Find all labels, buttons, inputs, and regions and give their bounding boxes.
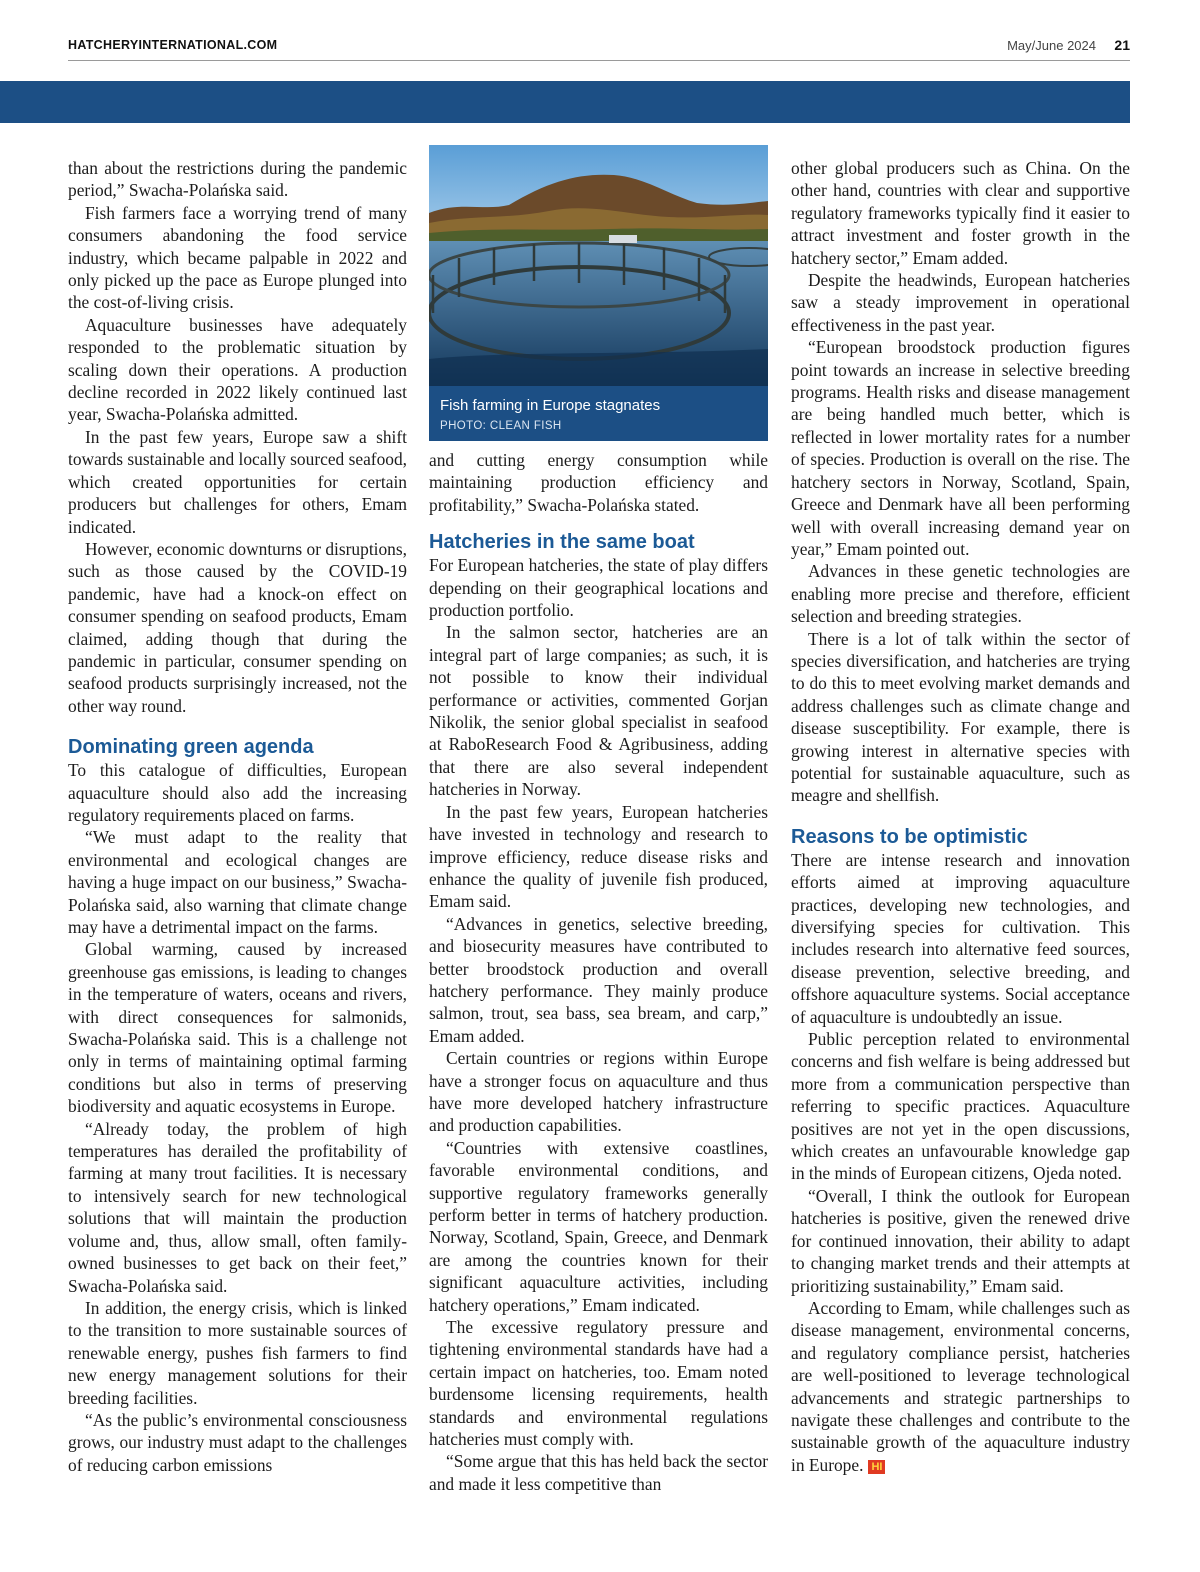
paragraph: In the salmon sector, hatcheries are an integral part of large companies; as such, it is not possible to know their individual performance or activities, commented Gorjan Nikolik, the senior global specialist in seafood at RaboResearch Food & Agribusiness, adding that there are also several independent hatcheries in Norway. — [429, 622, 768, 800]
paragraph: “Countries with extensive coastlines, favorable environmental conditions, and supportive regulatory frameworks generally perform better in terms of hatchery production. Norway, Scotland, Spain, Greece, and Denmark are among the countries known for their significant aquaculture activities, including hatchery operations,” Emam indicated. — [429, 1137, 768, 1315]
paragraph: Global warming, caused by increased greenhouse gas emissions, is leading to changes in the temperature of waters, oceans and rivers, with direct consequences for salmonids, Swacha-Polańska said. This is a challenge not only in terms of maintaining optimal farming conditions but also in terms of preserving biodiversity and aquatic ecosystems in Europe. — [68, 939, 407, 1117]
subheading-green-agenda: Dominating green agenda — [68, 736, 314, 759]
issue-date: May/June 2024 — [1007, 38, 1096, 53]
paragraph: “As the public’s environmental consciousness grows, our industry must adapt to the challenges of reducing carbon emissions — [68, 1409, 407, 1475]
paragraph: “Advances in genetics, selective breeding, and biosecurity measures have contributed to better broodstock production and overall hatchery performance. They mainly produce salmon, trout, sea bass, sea bream, and carp,” Emam added. — [429, 913, 768, 1046]
header-color-band — [0, 81, 1130, 123]
page-number: 21 — [1114, 37, 1130, 53]
paragraph: Advances in these genetic technologies are enabling more precise and therefore, efficient selection and breeding strategies. — [791, 561, 1130, 627]
subheading-optimistic: Reasons to be optimistic — [791, 825, 1028, 848]
article-figure — [429, 145, 768, 441]
paragraph: There are intense research and innovation efforts aimed at improving aquaculture practices, developing new technologies, and diversifying species for cultivation. This includes research into alternative feed sources, disease prevention, selective breeding, and offshore aquaculture systems. Social acceptance of aquaculture is undoubtedly an issue. — [791, 849, 1130, 1027]
paragraph: In the past few years, European hatcheries have invested in technology and research to improve efficiency, reduce disease risks and enhance the quality of juvenile fish produced, Emam said. — [429, 801, 768, 912]
paragraph: “Already today, the problem of high temperatures has derailed the profitability of farming at many trout facilities. It is necessary to intensively search for new technological solutions that will maintain the production volume and, thus, allow small, often family-owned businesses to get back on their feet,” Swacha-Polańska said. — [68, 1118, 407, 1296]
photo-credit: PHOTO: CLEAN FISH — [440, 420, 562, 432]
paragraph: The excessive regulatory pressure and tightening environmental standards have had a certain impact on hatcheries, too. Emam noted burdensome licensing requirements, health standards and environmental regulations hatcheries must comply with. — [429, 1317, 768, 1450]
paragraph: and cutting energy consumption while maintaining production efficiency and profitability,” Swacha-Polańska stated. — [429, 450, 768, 515]
end-of-article-mark: HI — [868, 1460, 885, 1474]
article-column-3 — [791, 157, 1130, 1476]
paragraph: “We must adapt to the reality that environmental and ecological changes are having a huge impact on our business,” Swacha-Polańska said, also warning that climate change may have a detrimental impact on the farms. — [68, 827, 407, 937]
paragraph: “European broodstock production figures point towards an increase in selective breeding programs. Health risks and disease management are being handled much better, which is reflected in lower mortality rates for a number of species. Production is overall on the rise. The hatchery sectors in Norway, Scotland, Spain, Greece and Denmark have all been performing well with overall increasing demand year on year,” Emam pointed out. — [791, 337, 1130, 559]
caption-title: Fish farming in Europe stagnates — [440, 397, 661, 414]
subheading-same-boat: Hatcheries in the same boat — [429, 531, 695, 554]
paragraph: There is a lot of talk within the sector of species diversification, and hatcheries are trying to do this to meet evolving market demands and address challenges such as climate change and disease susceptibility. For example, there is growing interest in alternative species with potential for sustainable aquaculture, such as meagre and shellfish. — [791, 628, 1130, 806]
page-header — [68, 38, 1130, 61]
paragraph: “Some argue that this has held back the sector and made it less competitive than — [429, 1451, 768, 1494]
paragraph: For European hatcheries, the state of play differs depending on their geographical locations and production portfolio. — [429, 555, 768, 621]
paragraph: Fish farmers face a worrying trend of many consumers abandoning the food service industry, which became palpable in 2022 and only picked up the pace as Europe plunged into the cost-of-living crisis. — [68, 202, 407, 313]
figure-caption — [429, 386, 768, 441]
paragraph: Despite the headwinds, European hatcheries saw a steady improvement in operational effectiveness in the past year. — [791, 270, 1130, 335]
paragraph: than about the restrictions during the pandemic period,” Swacha-Polańska said. — [68, 158, 407, 201]
fish-farm-photo — [429, 145, 768, 386]
paragraph: Aquaculture businesses have adequately responded to the problematic situation by scaling down their operations. A production decline recorded in 2022 likely continued last year, Swacha-Polańska admitted. — [68, 314, 407, 425]
paragraph: other global producers such as China. On the other hand, countries with clear and supportive regulatory frameworks typically find it easier to attract investment and foster growth in the hatchery sector,” Emam added. — [791, 158, 1130, 268]
article-column-2 — [429, 449, 768, 1495]
paragraph-final — [791, 1297, 1130, 1476]
article-column-1 — [68, 157, 407, 1476]
final-paragraph-text: According to Emam, while challenges such as disease management, environmental concerns, and regulatory compliance persist, hatcheries are well-positioned to leverage technological advancements and strategic partnerships to navigate these challenges and contribute to the sustainable growth of the aquaculture industry in Europe. — [791, 1297, 1130, 1475]
paragraph: In the past few years, Europe saw a shift towards sustainable and locally sourced seafood, which created opportunities for certain producers but challenges for others, Emam indicated. — [68, 426, 408, 537]
paragraph: In addition, the energy crisis, which is linked to the transition to more sustainable sources of renewable energy, pushes fish farmers to find new energy management solutions for their breeding facilities. — [68, 1297, 407, 1408]
site-name: HATCHERYINTERNATIONAL.COM — [68, 38, 278, 52]
paragraph: Certain countries or regions within Europe have a stronger focus on aquaculture and thus have more developed hatchery infrastructure and production capabilities. — [429, 1048, 768, 1136]
paragraph: Public perception related to environmental concerns and fish welfare is being addressed but more from a communication perspective than referring to specific practices. Aquaculture positives are not yet in the open discussions, which creates an unfavourable knowledge gap in the minds of European citizens, Ojeda noted. — [791, 1029, 1130, 1184]
paragraph: To this catalogue of difficulties, European aquaculture should also add the increasing regulatory requirements placed on farms. — [68, 760, 407, 825]
paragraph: However, economic downturns or disruptions, such as those caused by the COVID-19 pandemic, have had a knock-on effect on consumer spending on seafood products, Emam claimed, adding though that during the pandemic in particular, consumer spending on seafood products surprisingly increased, not the other way round. — [68, 538, 407, 716]
paragraph: “Overall, I think the outlook for European hatcheries is positive, given the renewed drive for continued innovation, their ability to adapt to changing market trends and their attempts at prioritizing sustainability,” Emam said. — [791, 1185, 1130, 1296]
